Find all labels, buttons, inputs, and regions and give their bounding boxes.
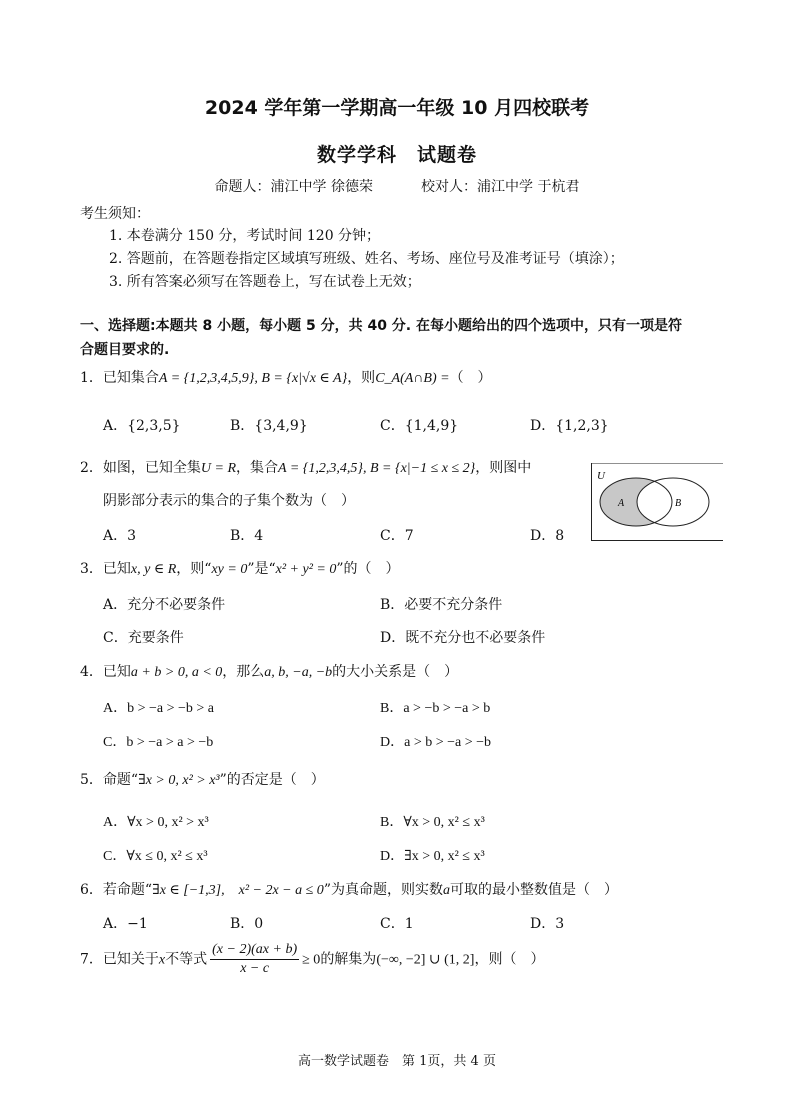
q7-number: 7． [80,951,103,968]
q1-mid: ，则 [347,370,376,386]
q6-stem: 若命题“ [102,882,153,898]
notice-item-1: 1. 本卷满分 150 分，考试时间 120 分钟； [109,228,381,244]
venn-label-a: A [618,498,625,509]
q4-option-c: C．b > −a > a > −b [103,735,214,750]
q5-stem: 命题“ [102,772,139,788]
venn-label-b: B [675,498,682,509]
q4-option-b: B．a > −b > −a > b [380,701,491,716]
q5-option-d: D．∃x > 0, x² ≤ x³ [380,849,485,864]
q5-math: ∃x > 0, x² > x³ [138,773,220,788]
q1-math-2: C_A(A∩B) = [375,371,450,386]
q6-mid: ”为真命题，则实数 [323,882,443,898]
notice-item-3: 3. 所有答案必须写在答题卷上，写在试卷上无效； [109,274,421,290]
question-1 [80,367,492,387]
checker: 校对人：浦江中学 于杭君 [421,179,580,195]
question-6 [80,879,618,899]
q6-number: 6． [80,882,103,898]
q4-option-d: D．a > b > −a > −b [380,735,492,750]
question-3 [80,558,400,578]
q3-stem: 已知 [102,561,131,577]
question-5 [80,769,325,789]
q3-option-a: A．充分不必要条件 [103,597,226,613]
q3-math-3: x² + y² = 0 [275,562,337,577]
q3-mid-2: ”是“ [247,561,276,577]
q6-var: a [442,883,450,898]
q5-post: ”的否定是（ ） [219,772,325,788]
venn-diagram [591,463,723,543]
q7-mid: 不等式 [165,951,208,968]
q7-ineq: ≥ 0 [302,952,321,968]
q6-post: 可取的最小整数值是（ ） [449,882,618,898]
q2-mid: ，集合 [236,460,279,476]
q4-stem: 已知 [102,664,131,680]
q1-option-b: B．{3,4,9} [230,418,308,434]
q7-math: (−∞, −2] ∪ (1, 2] [376,952,475,968]
q3-math-1: x, y ∈ R [130,562,177,577]
q2-math-2: A = {1,2,3,4,5}, B = {x|−1 ≤ x ≤ 2} [278,461,476,476]
q2-option-d: D．8 [530,528,565,544]
q5-option-c: C．∀x ≤ 0, x² ≤ x³ [103,849,208,864]
q3-mid: ，则“ [176,561,212,577]
notice-heading: 考生须知： [80,206,150,222]
q7-stem: 已知关于 [102,951,159,968]
q4-number: 4． [80,664,103,680]
q1-math: A = {1,2,3,4,5,9}, B = {x|√x ∈ A} [158,371,348,386]
q2-stem: 如图，已知全集 [102,460,201,476]
q6-option-c: C．1 [380,916,414,932]
q1-stem: 已知集合 [102,370,159,386]
section-heading-line-1: 一、选择题:本题共 8 小题，每小题 5 分，共 40 分. 在每小题给出的四个选项中，只有一项是符 [80,318,682,334]
q3-math-2: xy = 0 [211,562,248,577]
venn-label-u: U [597,470,605,482]
q1-number: 1． [80,370,103,386]
q7-post: ，则（ ） [474,951,545,968]
q6-option-b: B．0 [230,916,264,932]
q2-stem-line-2: 阴影部分表示的集合的子集个数为（ ） [103,493,355,509]
exam-subtitle: 数学学科 试题卷 [316,144,477,166]
q2-option-b: B．4 [230,528,264,544]
q3-post: ”的（ ） [336,561,400,577]
question-4 [80,661,458,681]
q6-math: ∃x ∈ [−1,3], x² − 2x − a ≤ 0 [152,883,324,898]
exam-title: 2024 学年第一学期高一年级 10 月四校联考 [204,97,590,119]
q3-option-d: D．既不充分也不必要条件 [380,630,546,646]
q1-option-c: C．{1,4,9} [380,418,459,434]
q5-option-b: B．∀x > 0, x² ≤ x³ [380,815,485,830]
q2-option-a: A．3 [103,528,137,544]
q5-number: 5． [80,772,103,788]
page-footer: 高一数学试题卷 第 1页，共 4 页 [298,1054,496,1069]
q2-option-c: C．7 [380,528,414,544]
q4-post: 的大小关系是（ ） [332,664,459,680]
q5-option-a: A．∀x > 0, x² > x³ [103,815,209,830]
q7-var: x [158,952,166,968]
q7-denominator: x − c [240,961,270,976]
section-heading-line-2: 合题目要求的. [80,342,170,358]
q4-option-a: A．b > −a > −b > a [103,701,215,716]
q2-post: ，则图中 [475,460,532,476]
authors-line [0,176,794,196]
question-7 [80,941,544,978]
q2-number: 2． [80,460,103,476]
q1-option-d: D．{1,2,3} [530,418,609,434]
q1-paren: （ ） [449,370,492,386]
q6-option-a: A．−1 [103,916,148,932]
q7-numerator: (x − 2)(ax + b) [210,941,299,960]
q7-fraction [210,941,299,978]
q2-math-1: U = R [200,461,237,476]
q4-math-1: a + b > 0, a < 0 [130,665,223,680]
q7-mid-2: 的解集为 [320,951,377,968]
q6-option-d: D．3 [530,916,565,932]
notice-item-2: 2. 答题前，在答题卷指定区域填写班级、姓名、考场、座位号及准考证号（填涂）； [109,251,624,267]
q3-number: 3． [80,561,103,577]
setter: 命题人：浦江中学 徐德荣 [214,179,373,195]
q3-option-b: B．必要不充分条件 [380,597,503,613]
q4-mid: ，那么 [222,664,265,680]
q3-option-c: C．充要条件 [103,630,184,646]
q1-option-a: A．{2,3,5} [103,418,181,434]
question-2 [80,457,531,477]
q4-math-2: a, b, −a, −b [264,665,333,680]
